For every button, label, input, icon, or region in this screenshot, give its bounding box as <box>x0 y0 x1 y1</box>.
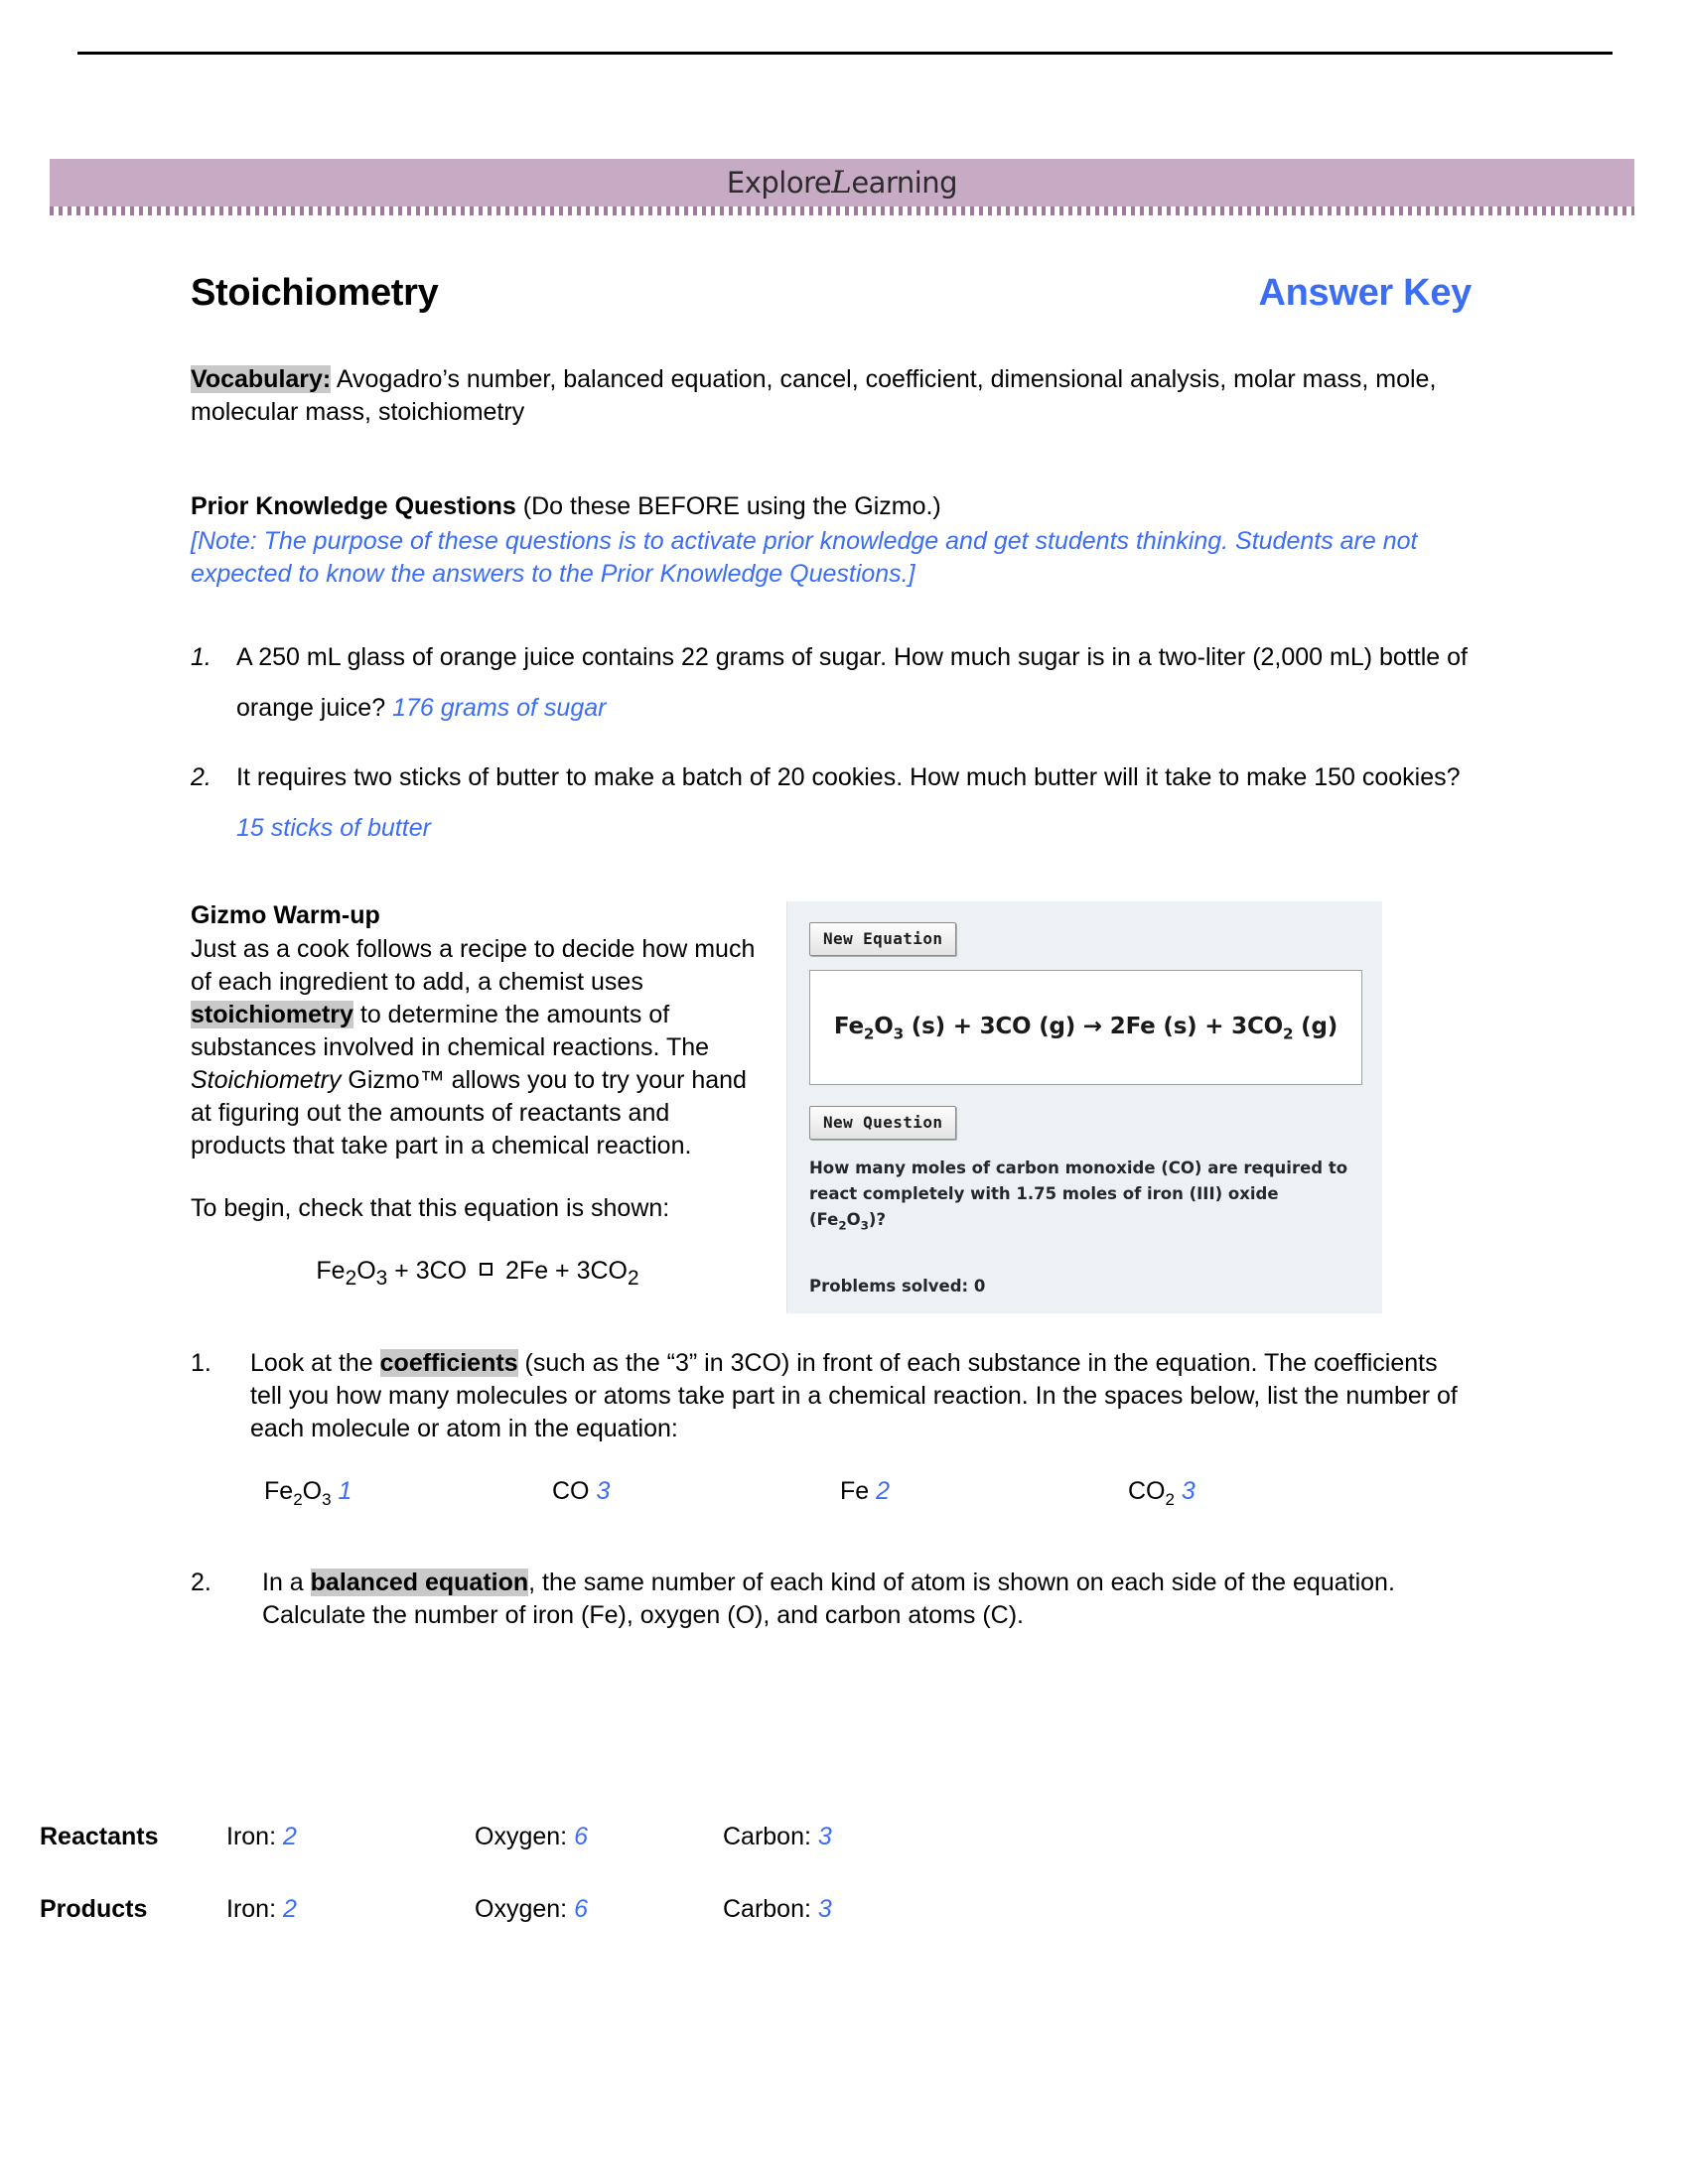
answer-key-label: Answer Key <box>1258 272 1472 314</box>
coefficient-cell-fe: Fe 2 <box>840 1476 891 1505</box>
question-number: 2. <box>191 1569 211 1597</box>
question-text-a: In a <box>262 1569 311 1597</box>
gizmo-name: Stoichiometry <box>191 1066 342 1095</box>
table-row <box>40 1823 1430 1851</box>
cell-name: Oxygen: <box>475 1895 568 1923</box>
cell-name: Iron: <box>226 1895 277 1923</box>
cell-name: Carbon: <box>723 1823 811 1850</box>
coefficients-term: coefficients <box>379 1348 518 1377</box>
vocabulary-terms: Avogadro’s number, balanced equation, cancel, coefficient, dimensional analysis, molar mass, mole, molecular mass, stoichiometry <box>191 365 1437 427</box>
question-number: 2. <box>191 762 211 791</box>
missing-arrow-glyph-icon <box>480 1263 492 1276</box>
coefficient-value: 1 <box>338 1476 352 1505</box>
coefficient-cell-fe2o3: $Fe_2O_3$ 1 <box>264 1476 352 1509</box>
question-body <box>250 1347 1472 1445</box>
question-answer: 15 sticks of butter <box>236 813 431 842</box>
question-number: 1. <box>191 1348 211 1377</box>
warmup-heading: Gizmo Warm-up <box>191 901 380 930</box>
explorelearning-banner <box>50 159 1634 206</box>
logo-prefix: Explore <box>726 166 832 200</box>
title-row <box>191 268 1472 318</box>
cell-value: 3 <box>817 1823 832 1850</box>
question-text: A 250 mL glass of orange juice contains 22 grams of sugar. How much sugar is in a two-liter (2,000 mL) bottle of orange juice? <box>236 643 1468 723</box>
vocabulary-block <box>191 363 1472 429</box>
cell-iron-reactants <box>226 1823 475 1851</box>
gizmo-warmup-section <box>191 899 1472 1313</box>
question-text-b: (such as the “3” in 3CO) in front of each substance in the equation. The coefficients tell you how many molecules or atoms take part in a chemical reaction. In the spaces below, list the number of each molecule or atom in the equation: <box>250 1348 1458 1442</box>
row-label-reactants: Reactants <box>40 1823 159 1850</box>
prior-knowledge-note: [Note: The purpose of these questions is to activate prior knowledge and get students thinking. Students are not expected to know the answers to the Prior Knowledge Questions.] <box>191 527 1418 589</box>
balanced-equation-term: balanced equation <box>310 1569 529 1597</box>
logo-suffix: earning <box>851 166 958 200</box>
cell-value: 6 <box>574 1895 588 1923</box>
coefficient-answer-row <box>264 1475 1472 1511</box>
coefficient-value: 3 <box>1181 1476 1196 1505</box>
gizmo-screenshot-column <box>786 899 1472 1313</box>
gizmo-problems-solved: Problems solved: 0 <box>809 1277 986 1297</box>
cell-value: 2 <box>282 1823 297 1850</box>
warmup-text-c: Gizmo™ allows you to try your hand at figuring out the amounts of reactants and products that take part in a chemical reaction. <box>191 1066 747 1160</box>
question-text-b: , the same number of each kind of atom is shown on each side of the equation. Calculate the number of iron (Fe), oxygen (O), and carbon atoms (C). <box>262 1569 1395 1630</box>
header-rule <box>77 52 1613 55</box>
coefficient-cell-co: CO 3 <box>552 1476 611 1505</box>
question-text-a: Look at the <box>250 1348 380 1377</box>
prior-knowledge-heading-bold: Prior Knowledge Questions <box>191 492 516 521</box>
question-body <box>236 632 1472 735</box>
numbered-question-1 <box>191 1347 1472 1445</box>
row-label-products: Products <box>40 1895 148 1923</box>
gizmo-new-question-wrap <box>809 1103 1382 1140</box>
stoichiometry-term: stoichiometry <box>191 1001 353 1029</box>
warmup-text-column <box>191 899 786 1313</box>
cell-carbon-products <box>723 1895 961 1924</box>
question-body <box>262 1567 1472 1632</box>
vocabulary-label: Vocabulary: <box>191 365 332 394</box>
page-title: Stoichiometry <box>191 272 439 314</box>
question-answer: 176 grams of sugar <box>392 694 607 723</box>
gizmo-screenshot <box>786 901 1382 1313</box>
banner-dotted-border <box>50 206 1634 215</box>
cell-value: 2 <box>282 1895 297 1923</box>
warmup-equation: $Fe_2O_3 + 3CO$ $2Fe + 3CO_2$ <box>316 1257 639 1291</box>
cell-value: 6 <box>574 1823 588 1850</box>
gizmo-equation-text: $Fe_2O_3$ (s) + 3CO (g) → 2Fe $(s) + 3CO_2$ (g) <box>833 1013 1338 1043</box>
question-text: It requires two sticks of butter to make a batch of 20 cookies. How much butter will it take to make 150 cookies? <box>236 762 1461 791</box>
warmup-text-b: to determine the amounts of substances involved in chemical reactions. The <box>191 1001 710 1062</box>
cell-oxygen-products <box>475 1895 723 1924</box>
cell-oxygen-reactants <box>475 1823 723 1851</box>
numbered-question-2 <box>191 1567 1472 1632</box>
coefficient-value: 2 <box>876 1476 891 1505</box>
question-number: 1. <box>191 643 211 672</box>
atom-count-table <box>40 1823 1430 1968</box>
cell-iron-products <box>226 1895 475 1924</box>
prior-knowledge-question-2 <box>191 752 1472 855</box>
prior-knowledge-question-1 <box>191 632 1472 735</box>
explorelearning-logo <box>727 165 957 201</box>
logo-script-l: L <box>831 165 852 201</box>
table-row <box>40 1895 1430 1924</box>
cell-name: Carbon: <box>723 1895 811 1923</box>
document-content <box>191 268 1472 1642</box>
question-body <box>236 752 1472 855</box>
prior-knowledge-heading-rest: (Do these BEFORE using the Gizmo.) <box>515 492 941 521</box>
prior-knowledge-heading <box>191 490 1472 523</box>
warmup-begin-text: To begin, check that this equation is shown: <box>191 1194 670 1223</box>
cell-carbon-reactants <box>723 1823 961 1851</box>
warmup-paragraph <box>191 933 765 1162</box>
cell-value: 3 <box>817 1895 832 1923</box>
cell-name: Iron: <box>226 1823 277 1850</box>
coefficient-value: 3 <box>596 1476 611 1505</box>
gizmo-question-text: How many moles of carbon monoxide (CO) are required to react completely with 1.75 moles of iron (III) oxide $(Fe_2O_3)$? <box>809 1159 1348 1232</box>
gizmo-equation-box <box>809 970 1362 1085</box>
new-equation-button[interactable]: New Equation <box>809 922 956 956</box>
coefficient-cell-co2: $CO_2$ 3 <box>1128 1476 1196 1509</box>
new-question-button[interactable]: New Question <box>809 1106 956 1140</box>
warmup-text-a: Just as a cook follows a recipe to decide how much of each ingredient to add, a chemist uses <box>191 935 756 997</box>
cell-name: Oxygen: <box>475 1823 568 1850</box>
